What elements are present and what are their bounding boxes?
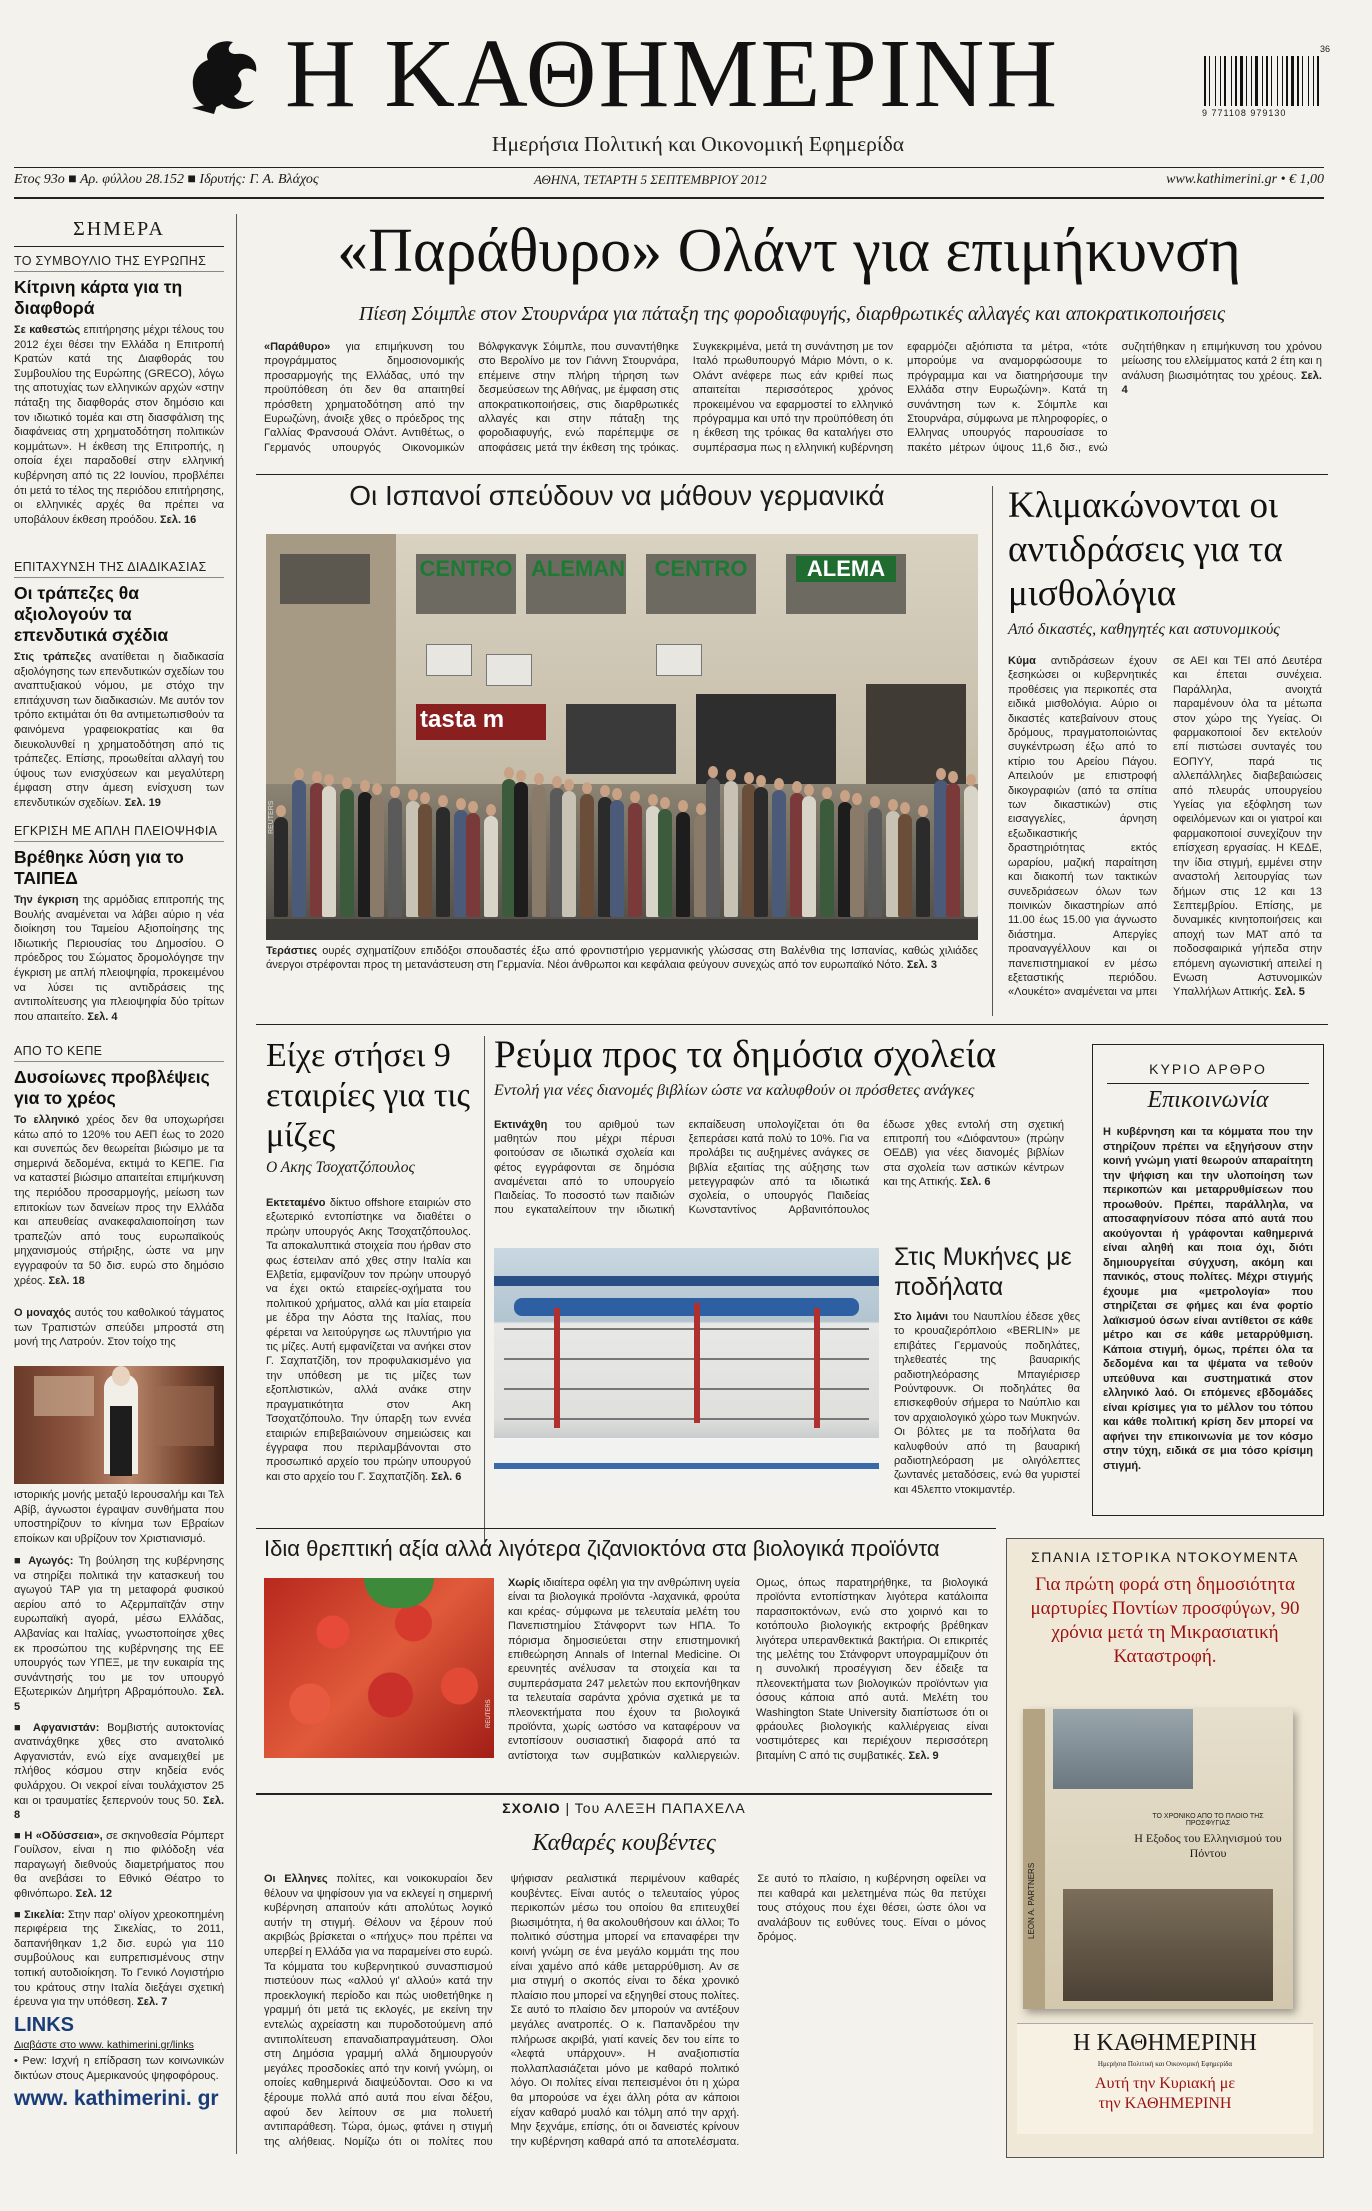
crowd-head — [948, 771, 958, 783]
crowd-head — [600, 785, 610, 797]
masthead — [0, 0, 1372, 210]
crowd-person — [754, 787, 768, 917]
crowd-head — [756, 775, 766, 787]
crowd-person — [388, 798, 402, 917]
ship-photo — [494, 1248, 879, 1492]
queue-photo — [266, 534, 978, 940]
crowd-head — [504, 767, 514, 779]
masthead-rule-bottom — [14, 197, 1324, 199]
crowd-head — [660, 797, 670, 809]
crowd-person — [868, 808, 882, 917]
crowd-head — [678, 800, 688, 812]
barcode-bar — [1271, 56, 1272, 106]
crowd-head — [696, 803, 706, 815]
barcode-bar — [1215, 56, 1216, 106]
editorial-box[interactable] — [1092, 1044, 1324, 1516]
crowd-person — [610, 800, 624, 917]
divider-wages — [992, 486, 993, 1016]
barcode-bar — [1291, 56, 1294, 106]
barcode-bar — [1297, 56, 1299, 106]
barcode-bar — [1266, 56, 1268, 106]
crowd-head — [804, 784, 814, 796]
crowd-head — [516, 770, 526, 782]
wages-subhead: Από δικαστές, καθηγητές και αστυνομικούς — [1008, 621, 1280, 638]
barcode-bar — [1251, 56, 1252, 106]
sign-centro-2: CENTRO — [654, 556, 748, 581]
sign-tasta: tasta m — [420, 706, 505, 733]
crowd-person — [676, 812, 690, 917]
divider-offshore — [484, 1036, 485, 1546]
barcode-bar — [1255, 56, 1258, 106]
photo-credit: REUTERS — [268, 800, 275, 834]
brief-odyssey[interactable]: ■ Η «Οδύσσεια», σε σκηνοθεσία Ρόμπερτ Γουίλσον, είναι η πιο φιλόδοξη νέα παραγωγή διεθνούς διαμετρήματος που θα ανεβάσει το Εθνικό Θέατρο το φθινόπωρο. Σελ. 12 — [14, 1829, 225, 1901]
offshore-byline: Ο Ακης Τσοχατζόπουλος — [266, 1159, 415, 1176]
barcode-bar — [1204, 56, 1206, 106]
book-cover — [1023, 1709, 1293, 2009]
crowd-head — [390, 786, 400, 798]
links-item[interactable]: • Pew: Ισχνή η επίδραση των κοινωνικών δικτύων στους Αμερικανούς ψηφοφόρους. — [14, 2055, 224, 2082]
crowd-head — [582, 782, 592, 794]
crowd-person — [532, 785, 546, 917]
monk-photo — [14, 1366, 224, 1484]
barcode-bar — [1220, 56, 1221, 106]
schools-story[interactable]: Ρεύμα προς τα δημόσια σχολεία Εντολή για νέες διανομές βιβλίων ώστε να καλυφθούν οι πρόσθετες ανάγκες Εκτινάχθη του αριθμού των μαθητών που μέχρι πέρυσι φοιτούσαν σε ιδιωτικά σχολεία και φέτος εγγράφονται σε δημόσια αναμένεται από το υπουργείο Παιδείας. Το ποσοστό των παιδιών που εγκαταλείπουν την ιδιωτική εκπαίδευση υπολογίζεται ότι θα ξεπεράσει κατά πολύ το 10%. Για να προλάβει τις αυξημένες ανάγκες σε βιβλία εξαιτίας της αύξησης των μετεγγραφών από τα ιδιωτικά σχολεία, ο υπουργός Παιδείας Κωνσταντίνος Αρβανιτόπουλος έδωσε χθες εντολή στη σχετική επιτροπή του «Διόφαντου» (πρώην ΟΕΔΒ) για νέες διανομές βιβλίων στα σχολεία των αστικών κέντρων και της Αττικής. Σελ. 6 — [494, 1032, 1086, 1232]
schools-subhead: Εντολή για νέες διανομές βιβλίων ώστε να καλυφθούν οι πρόσθετες ανάγκες — [494, 1082, 975, 1099]
dateline: ΑΘΗΝΑ, ΤΕΤΑΡΤΗ 5 ΣΕΠΤΕΜΒΡΙΟΥ 2012 — [534, 172, 767, 187]
crowd-head — [888, 799, 898, 811]
rule-mid — [256, 1024, 1328, 1025]
crowd-head — [900, 802, 910, 814]
barcode-bar — [1308, 56, 1309, 106]
crowd-person — [772, 790, 786, 917]
photo-headline: Οι Ισπανοί σπεύδουν να μάθουν γερμανικά — [349, 480, 885, 511]
crowd-head — [852, 793, 862, 805]
crowd-head — [552, 776, 562, 788]
crowd-person — [802, 796, 816, 917]
crowd-head — [726, 769, 736, 781]
book-top: ΤΟ ΧΡΟΝΙΚΟ ΑΠΟ ΤΟ ΠΛΟΙΟ ΤΗΣ ΠΡΟΣΦΥΓΙΑΣ — [1152, 1813, 1264, 1827]
crowd-person — [340, 789, 354, 917]
crowd-person — [724, 781, 738, 917]
offshore-story[interactable]: Είχε στήσει 9 εταιρίες για τις μίζες Ο Ακης Τσοχατζόπουλος Εκτεταμένο δίκτυο offshore εταιριών στο εξωτερικό εντοπίστηκε να διαθέτει ο πρώην υπουργός Ακης Τσοχατζόπουλος. Τα αποκαλυπτικά στοιχεία που ήρθαν στο φως έστειλαν από χθες στην Ιταλία και Ελβετία, εμφανίζουν τον πρώην υπουργό να έχει οκτώ εταιρείες-οχήματα του πολιτικού χρήματος, αλλά και μία εταιρεία με έδρα την Αόστα της Ιταλίας, που φέρεται να λειτούργησε ως πλυντήριο για τις μίζες. Αυτή εμφανίζεται να ανήκει στον Γ. Σαχπατζίδη, τον προφυλακισμένο για την υπόθεση με τις μίζες των εξοπλιστικών, αλλά ανάκε στην πραγματικότητα στον Ακη Τσοχατζόπουλο. Την ύπαρξη των εννέα εταιριών επιβεβαιώνουν σημειώσεις και έγγραφα που περιλαμβάνονται στο προσωπικό αρχείο του πρώην υπουργού και στο αρχείο του Γ. Σαχπατζίδη. Σελ. 6 — [266, 1037, 471, 1483]
barcode-bar — [1231, 56, 1232, 106]
barcode-number: 9 771108 979130 — [1202, 108, 1287, 118]
sidebar-item-banks[interactable]: ΕΠΙΤΑΧΥΝΣΗ ΤΗΣ ΔΙΑΔΙΚΑΣΙΑΣ Οι τράπεζες θα αξιολογούν τα επενδυτικά σχέδια Στις τράπεζες ανατίθεται η διαδικασία αξιολόγησης των επενδυτικών σχεδίων του αναπτυξιακού νόμου, με στόχο την επιτάχυνση των διαδικασιών. Με αυτόν τον τρόπο εκτιμάται ότι θα αντιμετωπισθούν τα φαινόμενα γραφειοκρατίας και θα διευκολυνθεί η χρηματοδότηση από τις τράπεζες. Επίσης, προωθείται αλλαγή του ύψους των ενισχύσεων και μεγαλύτερη έμφαση στην άμεση ενίσχυση των επενδυτικών σχεδίων. Σελ. 19 — [14, 560, 225, 809]
rule-lower — [256, 1528, 996, 1529]
crowd-head — [486, 804, 496, 816]
barcode-bar — [1313, 56, 1314, 106]
links-title: LINKS — [14, 2014, 74, 2036]
founder: Ιδρυτής: Γ. Α. Βλάχος — [199, 172, 319, 187]
crowd-head — [438, 795, 448, 807]
crowd-person — [706, 778, 720, 917]
crowd-head — [648, 794, 658, 806]
sidebar-monk-brief[interactable]: Ο μοναχός αυτός του καθολικού τάγματος των Τραπιστών σπεύδει μπροστά στη μονή της Λατρούν. Στον τοίχο της — [14, 1307, 224, 1349]
photo-caption: Τεράστιες ουρές σχηματίζουν επιδόξοι σπουδαστές έξω από φροντιστήριο γερμανικής γλώσσας στη Βαλένθια της Ισπανίας, καθώς χιλιάδες άνεργοι στρέφονται προς τη μετανάστευση στη Γερμανία. Νέοι άνθρωποι και κεφάλαια φεύγουν συνεχώς από τον ευρωπαϊκό Νότο. Σελ. 3 — [266, 945, 978, 972]
crowd-person — [628, 803, 642, 917]
crowd-person — [436, 807, 450, 917]
sidebar-item-corruption[interactable]: ΤΟ ΣΥΜΒΟΥΛΙΟ ΤΗΣ ΕΥΡΩΠΗΣ Κίτρινη κάρτα για τη διαφθορά Σε καθεστώς επιτήρησης μέχρι τέλους του 2012 έχει θέσει την Ελλάδα η Επιτροπή Κρατών κατά της Διαφθοράς του Συμβουλίου της Ευρώπης (GRECO), λόγω της αποτυχίας των ελληνικών αρχών «στην πάταξη της διαφθοράς στον δημόσιο και τον ιδιωτικό τομέα και στη διασφάλιση της διαφάνειας στη χρηματοδότηση πολιτικών κομμάτων». Η έκθεση της Επιτροπής, η οποία έχει παραδοθεί στην ελληνική κυβέρνηση από τις 22 Ιουνίου, προβλέπει ότι μετά το τέλος της περιόδου επιτήρησης, οι ελληνικές αρχές θα πρέπει να υποβάλουν έκθεση προόδου. Σελ. 16 — [14, 254, 225, 526]
comment-title: Καθαρές κουβέντες — [532, 1830, 716, 1856]
crowd-person — [514, 782, 528, 917]
comment-rule — [256, 1793, 992, 1795]
price: € 1,00 — [1289, 172, 1324, 187]
masthead-rule-top — [14, 167, 1324, 168]
barcode-bar — [1282, 56, 1283, 106]
comment-label: ΣΧΟΛΙΟ — [502, 1800, 561, 1816]
crowd-person — [292, 780, 306, 917]
year: Ετος 93ο — [14, 172, 65, 187]
links-sub[interactable]: Διαβάστε στο www. kathimerini.gr/links — [14, 2039, 194, 2051]
food-headline: Ιδια θρεπτική αξία αλλά λιγότερα ζιζανιοκτόνα στα βιολογικά προϊόντα — [264, 1536, 940, 1561]
crowd-person — [418, 804, 432, 917]
crowd-head — [708, 766, 718, 778]
crowd-head — [966, 774, 976, 786]
crowd-person — [562, 791, 576, 917]
editorial-label: ΚΥΡΙΟ ΑΡΘΡΟ — [1149, 1061, 1267, 1077]
crowd-person — [484, 816, 498, 917]
masthead-subtitle: Ημερήσια Πολιτική και Οικονομική Εφημερίδα — [491, 132, 905, 156]
ad-footer: Αυτή την Κυριακή με την ΚΑΘΗΜΕΡΙΝΗ — [1094, 2075, 1236, 2112]
item-headline: Βρέθηκε λύση για το ΤΑΙΠΕΔ — [14, 847, 184, 888]
masthead-title: Η ΚΑΘΗΜΕΡΙΝΗ — [285, 20, 1060, 128]
crowd-head — [408, 789, 418, 801]
ad-box[interactable] — [1006, 1538, 1324, 2158]
comment-author: Του ΑΛΕΞΗ ΠΑΠΑΧΕΛΑ — [574, 1800, 746, 1816]
sidebar-item-debt[interactable]: ΑΠΟ ΤΟ ΚΕΠΕ Δυσοίωνες προβλέψεις για το χρέος Το ελληνικό χρέος δεν θα υποχωρήσει κάτω από το 120% του ΑΕΠ έως το 2020 και συνεπώς δεν θεωρείται βιώσιμο με τα σημερινά δεδομένα, εκτιμά το ΚΕΠΕ. Για να καταστεί βιώσιμο απαιτείται επιμήκυνση της περιόδου προσαρμογής, μείωση των επιτοκίων των δανείων προς την Ελλάδα και απευθείας ανακεφαλαιοποίηση των τραπεζών από τους ευρωπαϊκούς μηχανισμούς στήριξης, ώστε να μην εγγραφούν τα 50 δισ. ευρώ στο δημόσιο χρέος. Σελ. 18 — [14, 1044, 224, 1287]
crowd-head — [774, 778, 784, 790]
barcode-bar — [1209, 56, 1210, 106]
barcode-bar — [1240, 56, 1243, 106]
barcode-bar — [1262, 56, 1263, 106]
website-link[interactable]: www.kathimerini.gr — [1166, 172, 1278, 187]
crowd-person — [916, 817, 930, 917]
schools-headline: Ρεύμα προς τα δημόσια σχολεία — [494, 1033, 997, 1076]
sidebar-divider — [236, 214, 237, 2154]
lead-headline: «Παράθυρο» Ολάντ για επιμήκυνση — [337, 217, 1241, 285]
comment-label-row: ΣΧΟΛΙΟ | Του ΑΛΕΞΗ ΠΑΠΑΧΕΛΑ — [502, 1800, 746, 1816]
sign-aleman: ALEMAN — [530, 556, 626, 581]
sidebar — [14, 206, 224, 2166]
crowd-person — [466, 813, 480, 917]
lead-subhead: Πίεση Σόιμπλε στον Στουρνάρα για πάταξη της φοροδιαφυγής, διαρθρωτικές αλλαγές και αποκρατικοποιήσεις — [358, 303, 1226, 325]
crowd-head — [294, 768, 304, 780]
sidebar-briefs — [14, 1554, 224, 2010]
barcode-bar — [1224, 56, 1226, 106]
crowd-head — [372, 783, 382, 795]
ad-headline: Για πρώτη φορά στη δημοσιότητα μαρτυρίες Ποντίων προσφύγων, 90 χρόνια μετά τη Μικρασιατική Καταστροφή. — [1030, 1574, 1300, 1667]
crowd-head — [312, 771, 322, 783]
crowd-person — [658, 809, 672, 917]
barcode-bar — [1277, 56, 1278, 106]
crowd-head — [918, 805, 928, 817]
ad-logo-tagline: Ημερήσια Πολιτική και Οικονομική Εφημερίδα — [1097, 2060, 1233, 2068]
book-title: Η Εξοδος του Ελληνισμού του Πόντου — [1134, 1831, 1282, 1860]
crowd-person — [820, 799, 834, 917]
crowd-head — [342, 777, 352, 789]
crowd-head — [840, 790, 850, 802]
site-link[interactable]: www. kathimerini. gr — [14, 2087, 219, 2111]
sign-centro-1: CENTRO — [419, 556, 513, 581]
barcode — [1200, 44, 1330, 118]
barcode-issue: 36 — [1319, 44, 1330, 54]
item-kicker: ΕΠΙΤΑΧΥΝΣΗ ΤΗΣ ΔΙΑΔΙΚΑΣΙΑΣ — [14, 560, 207, 574]
crowd-person — [580, 794, 594, 917]
griffin-logo — [178, 30, 268, 120]
item-headline: Δυσοίωνες προβλέψεις για το χρέος — [14, 1067, 210, 1108]
item-headline: Κίτρινη κάρτα για τη διαφθορά — [14, 277, 183, 318]
crowd-head — [564, 779, 574, 791]
barcode-bar — [1317, 56, 1319, 106]
crowd-head — [360, 780, 370, 792]
sidebar-item-taiped[interactable]: ΕΓΚΡΙΣΗ ΜΕ ΑΠΛΗ ΠΛΕΙΟΨΗΦΙΑ Βρέθηκε λύση για το ΤΑΙΠΕΔ Την έγκριση της αρμόδιας επιτροπής της Βουλής αναμένεται να λάβει αύριο η νέα διοίκηση του Ταμείου Αξιοποίησης της Ιδιωτικής Περιουσίας του Δημοσίου. Ο πρόεδρος του Σώματος δρομολόγησε την έγκριση με απλή πλειοψηφία, προκειμένου να λύσει τις αντιδράσεις της αντιπολίτευσης για πλειοψηφία δύο τρίτων που απαιτείτο. Σελ. 4 — [14, 824, 225, 1023]
crowd-person — [964, 786, 978, 917]
item-kicker: ΕΓΚΡΙΣΗ ΜΕ ΑΠΛΗ ΠΛΕΙΟΨΗΦΙΑ — [14, 824, 218, 838]
editorial-title: Επικοινωνία — [1147, 1087, 1269, 1113]
crowd-person — [274, 817, 288, 917]
crowd-head — [870, 796, 880, 808]
crowd-person — [370, 795, 384, 917]
crowd-head — [468, 801, 478, 813]
item-headline: Οι τράπεζες θα αξιολογούν τα επενδυτικά σχέδια — [14, 583, 169, 645]
book-spine-text: LEON A. PARTNERS — [1027, 1862, 1036, 1939]
crowd-head — [276, 805, 286, 817]
barcode-bar — [1302, 56, 1303, 106]
ship-story[interactable]: Στις Μυκήνες με ποδήλατα Στο λιμάνι του Ναυπλίου έδεσε χθες το κρουαζιερόπλοιο «BERLIN» με επιβάτες Γερμανούς ποδηλάτες, τηλεθεατές της βαυαρικής ραδιοτηλεόρασης Μπαγιέρισερ Ρούντφουνκ. Οι ποδηλάτες θα επισκεφθούν σήμερα το Ναύπλιο και τον αρχαιολογικό χώρο των Μυκηνών. Οι βόλτες με τα ποδήλατα θα καλυφθούν από τη βαυαρική ραδιοτηλεόραση με ολιγόλεπτες ζωντανές μεταδόσεις, ενώ θα γυριστεί και 45λεπτο ντοκιμαντέρ. — [894, 1242, 1084, 1542]
barcode-bar — [1235, 56, 1237, 106]
wages-headline: Κλιμακώνονται οι αντιδράσεις για τα μισθολόγια — [1008, 485, 1283, 614]
crowd-person — [850, 805, 864, 917]
crowd-head — [534, 773, 544, 785]
crowd-head — [744, 772, 754, 784]
sidebar-header: ΣΗΜΕΡΑ — [73, 218, 165, 240]
crowd-head — [792, 781, 802, 793]
ad-logo: Η ΚΑΘΗΜΕΡΙΝΗ — [1073, 2030, 1257, 2056]
crowd-head — [822, 787, 832, 799]
editorial-body: Η κυβέρνηση και τα κόμματα που την στηρίζουν πρέπει να εξηγήσουν στην κοινή γνώμη γιατί θεωρούν απαραίτητη την ψήφιση και την υλοποίηση των περικοπών και μεταρρυθμίσεων που προωθούν. Πρέπει, παράλληλα, να αποσαφηνίσουν πόσα από αυτά που ακούγονται ή γράφονται καθημερινά είναι αληθή και ποια όχι, διότι δημιουργείται σύγχυση, ακόμη και πανικός, στους πολίτες. Μέχρι στιγμής έχουμε μια «μετρολογία» που στηρίζεται σε φήμες και ένα φορτίο λαϊκισμού όσων είναι αντίθετοι σε κάθε μέτρο και σε κάθε μεταρρύθμιση. Κάποια στιγμή, όμως, πρέπει όλα τα δεδομένα και τα ψέματα να τεθούν υπεύθυνα και συστηματικά στον ελληνικό λαό. Οι επόμενες εβδομάδες είναι κρίσιμες για το μέλλον του τόπου και κάθε πολιτική κρίση δεν μπορεί να αφήνει την επικοινωνία με τον κόσμο στην τύχη, ειδικά σε μια τόσο κρίσιμη στιγμή. — [1103, 1126, 1313, 1472]
crowd-head — [456, 798, 466, 810]
photo-story[interactable] — [256, 476, 978, 1026]
comment[interactable]: ΣΧΟΛΙΟ | Του ΑΛΕΞΗ ΠΑΠΑΧΕΛΑ Καθαρές κουβέντες Οι Ελληνες πολίτες, και νοικοκυραίοι δεν θέλουν να ψηφίσουν για να εκλεγεί η σημερινή κυβέρνηση απαιτούν κάτι απολύτως λογικό αυτήν τη στιγμή. Θέλουν να ξέρουν πού ακριβώς βρίσκεται ο «πήχυς» που πρέπει να υπερβεί η Ελλάδα για να παραμείνει στο ευρώ. Τα κόμματα του κυβερνητικού συνασπισμού πιστεύουν πως «αλλού γι' αλλού» κατά την προεκλογική περίοδο και πώς υιοθετήθηκε η γραμμή ότι μετά τις εκλογές, με εκείνη την εντελώς αχρείαστη και πυροδοτούμενη από αντιπολίτευση επαναδιαπραγμάτευση. Ολοι στη Δημόσια γραμμή αλλά δημιουργούν μεγάλες προσδοκίες από την κοινή γνώμη, οι οποίες καθημερινά διαψεύδονται. Οσο κι να ξέρουμε πολλά από αυτά που είναι δέξου, αφού δεν λείπουν σε μια πολυετή αντιπαράθεση. Τώρα, όμως, φτάνει η στιγμή της αλήθειας. Νομίζω ότι οι πολίτες που ψήφισαν ρεαλιστικά περιμένουν καθαρές κουβέντες. Είναι αυτός ο τελευταίος γύρος περικοπών μέσω του οποίου θα επιτευχθεί βιωσιμότητα, ή θα ακολουθήσουν και άλλοι; Το πολιτικό σύστημα μπορεί να επαναφέρει την κοινή γνώμη σε ένα μεγάλο κομμάτι της που είναι χαμένο από κάθε μεταρρύθμιση. Αν σε μια στιγμή ο σκοπός είναι το δέκα χρονικό πλαίσιο που μπορεί να εξηγηθεί στους πολίτες. Σε αυτό το πλαίσιο δεν μπορούν να αντέξουν μεγάλες ανατροπές. Ο κ. Παπανδρέου την πλήρωσε ακριβά, γιατί κανείς δεν του είπε το «λεφτά υπάρχουν». Η αναξιοπιστία πολλαπλασιάζεται μόνο με καθαρό πολιτικό λόγο. Οι πολίτες είναι πεπεισμένοι ότι η χώρα θα μπορούσε να έχει άλλη ρότα αν κάποιοι είχαν καθαρό μυαλό και τόλμη από την αρχή. Μην ξεχνάμε, επίσης, ότι οι δανειστές κρίνουν την κυβέρνηση καθαρά από τα αποτελέσματα. Σε αυτό το πλαίσιο, η κυβέρνηση οφείλει να πει καθαρά και μελετημένα πώς θα πετύχει τους στόχους που έχει θέσει, ώστε όλοι να αναλάβουν τις ευθύνες τους. Είναι ο μόνος δρόμος. — [256, 1796, 992, 2166]
crowd-person — [322, 786, 336, 917]
info-line: Ετος 93ο ■ Αρ. φύλλου 28.152 ■ Ιδρυτής: Γ. Α. Βλάχος ΑΘΗΝΑ, ΤΕΤΑΡΤΗ 5 ΣΕΠΤΕΜΒΡΙΟΥ 2012 www.kathimerini.gr • € 1,00 — [14, 172, 1324, 187]
item-kicker: ΤΟ ΣΥΜΒΟΥΛΙΟ ΤΗΣ ΕΥΡΩΠΗΣ — [14, 254, 207, 268]
crowd-head — [630, 791, 640, 803]
ship-headline: Στις Μυκήνες με ποδήλατα — [894, 1243, 1072, 1301]
crowd-head — [936, 768, 946, 780]
crowd-person — [946, 783, 960, 917]
ad-label: ΣΠΑΝΙΑ ΙΣΤΟΡΙΚΑ ΝΤΟΚΟΥΜΕΝΤΑ — [1031, 1549, 1299, 1565]
barcode-bar — [1286, 56, 1288, 106]
food-photo-credit: REUTERS — [486, 1699, 492, 1728]
item-kicker: ΑΠΟ ΤΟ ΚΕΠΕ — [14, 1044, 103, 1058]
links-box — [14, 2014, 224, 2111]
barcode-bar — [1246, 56, 1247, 106]
sign-alema: ALEMA — [796, 556, 896, 582]
monk-caption: ιστορικής μονής μεταξύ Ιερουσαλήμ και Τελ Αβίβ, άγνωστοι έγραψαν συνθήματα που υποστηρίζουν το κίνημα των Εβραίων εποίκων και υβρίζουν τον Χριστιανισμό. — [14, 1489, 224, 1545]
offshore-headline: Είχε στήσει 9 εταιρίες για τις μίζες — [266, 1037, 471, 1154]
brief-sicily[interactable]: ■ Σικελία: Στην παρ' ολίγον χρεοκοπημένη περιφέρεια της Σικελίας, το 2011, δαπανήθηκαν 1,2 δισ. ευρώ για 110 συμβούλους και ευπρεπισμένους στην τοπική αυτοδιοίκηση. Το Γενικό Λογιστήριο του κράτους στην Ιταλία διεξάγει σχετική έρευνα για την υπόθεση. Σελ. 7 — [14, 1908, 225, 2009]
brief-afghanistan[interactable]: ■ Αφγανιστάν: Βομβιστής αυτοκτονίας ανατινάχθηκε χθες στο ανατολικό Αφγανιστάν, ενώ είχε αναμειχθεί με πλήθος κόσμου στην κηδεία ενός φυλάρχου. Οι νεκροί είναι τουλάχιστον 25 και οι τραυματίες ξεπερνούν τους 50. Σελ. 8 — [14, 1721, 225, 1822]
crowd-head — [420, 792, 430, 804]
wages-story[interactable]: Κλιμακώνονται οι αντιδράσεις για τα μισθολόγια Από δικαστές, καθηγητές και αστυνομικούς Κύμα αντιδράσεων έχουν ξεσηκώσει οι κυβερνητικές προθέσεις για περικοπές στα ειδικά μισθολόγια. Αύριο οι δικαστές κατεβαίνουν στους δρόμους, πραγματοποιώντας συγκέντρωση έξω από το κτίριο του Αρείου Πάγου. Απειλούν με επιστροφή δικογραφιών (από τα σπίτια των δικαστικών) στις εισαγγελίες, άρνηση εξωδικαστικής δραστηριότητας εκτός ωραρίου, μαζική παραίτηση και διακοπή των τακτικών συνεδριάσεων όλων των ποινικών δικαστηρίων από 11.00 έως 15.00 για άγνωστο διάστημα. Απεργίες προαναγγέλλουν και οι πανεπιστημιακοί εν μέσω εξεταστικής περιόδου. «Λουκέτο» αναμένεται να μπει σε ΑΕΙ και ΤΕΙ από Δευτέρα και έπεται συνέχεια. Παράλληλα, ανοιχτά παραμένουν όλα τα μέτωπα στον χώρο της Υγείας. Οι φαρμακοποιοί δεν εκτελούν επί πιστώσει συνταγές του ΕΟΠΥΥ, παρά τις αλλεπάλληλες διαβεβαιώσεις από πλευράς υπουργείου Υγείας για εξόφληση των οφειλόμενων και οι γιατροί και φαρμακοποιοί συνεχίζουν την επίσχεση εργασίας. Η ΚΕΔΕ, την ίδια στιγμή, εμμένει στην αναστολή λειτουργίας των δήμων στις 12 και 13 Σεπτεμβρίου. Επίσης, με δυναμικές κινητοποιήσεις και αποχή των ΜΑΤ από τα ποδοσφαιρικά γήπεδα στην επόμενη αγωνιστική απειλεί η Ενωση Αστυνομικών Υπαλλήλων Αττικής. Σελ. 5 — [1002, 478, 1328, 1018]
food-story[interactable]: Ιδια θρεπτική αξία αλλά λιγότερα ζιζανιοκτόνα στα βιολογικά προϊόντα REUTERS Χωρίς ιδιαίτερα οφέλη για την ανθρώπινη υγεία είναι τα βιολογικά προϊόντα -λαχανικά, φρούτα και κρέας- σύμφωνα με τελευταία μελέτη του Πανεπιστημίου Στάνφορντ των ΗΠΑ. Το πόρισμα δημοσιεύεται στην επιστημονική επιθεώρηση Annals of Internal Medicine. Οι ερευνητές ανέλυσαν τα στοιχεία και τα συμπεράσματα 247 μελετών που εκπονήθηκαν τα τελευταία σαράντα χρόνια σχετικά με τα πλεονεκτήματα που έχουν τα βιολογικά προϊόντα, χωρίς ωστόσο να καταφέρουν να εντοπίσουν ουσιαστική διαφορά από τα αντίστοιχα των συμβατικών καλλιεργειών. Ομως, όπως παρατηρήθηκε, τα βιολογικά προϊόντα εντοπίστηκαν λιγότερα κατάλοιπα παρασιτοκτόνων, ενώ στο χοιρινό και το κοτόπουλο βιολογικής εκτροφής βρέθηκαν λιγότερα υπερανθεκτικά βακτήρια. Οι επικριτές της μελέτης του Στάνφορντ υπογραμμίζουν ότι η συνολική προσέγγιση δεν έδειξε τα πλεονεκτήματα των βιολογικών προϊόντων για όσους κάποια από αυτά. Μελέτη του Washington State University διαπίστωσε ότι οι φράουλες βιολογικής καλλιέργειας είναι νοστιμότερες και περιέχουν περισσότερη βιταμίνη C από τις συμβατικές. Σελ. 9 — [264, 1536, 988, 1762]
strawberry-photo — [264, 1578, 494, 1758]
crowd-head — [612, 788, 622, 800]
crowd-head — [324, 774, 334, 786]
issue-number: Αρ. φύλλου 28.152 — [79, 172, 184, 187]
crowd-person — [898, 814, 912, 917]
brief-pipeline[interactable]: ■ Αγωγός: Τη βούληση της κυβέρνησης να στηρίξει πολιτικά την κατασκευή του αγωγού TAP για τη μεταφορά φυσικού αερίου από το Αζερμπαϊτζάν στην ευρωπαϊκή αγορά, μέσω Ελλάδας, Αλβανίας και Ιταλίας, γνωστοποίησε χθες εκ προσώπου της κυβέρνησης της ΕΕ υπουργός των ΥΠΕΞ, με την ευκαιρία της συνάντησής του με τον υπουργό Εξωτερικών Δημήτρη Αβραμόπουλο. Σελ. 5 — [14, 1555, 225, 1713]
lead-story[interactable]: «Παράθυρο» Ολάντ για επιμήκυνση Πίεση Σόιμπλε στον Στουρνάρα για πάταξη της φοροδιαφυγής, διαρθρωτικές αλλαγές και αποκρατικοποιήσεις «Παράθυρο» για επιμήκυνση του προγράμματος δημοσιονομικής προσαρμογής της Ελλάδας, υπό την προϋπόθεση ότι δεν θα απαιτηθεί πρόσθετη χρηματοδότηση από την Ευρωζώνη, άνοιξε χθες ο πρόεδρος της Γαλλίας Φρανσουά Ολάντ. Αντιθέτως, ο Γερμανός υπουργός Οικονομικών Βόλφγκανγκ Σόιμπλε, που συναντήθηκε στο Βερολίνο με τον Γιάννη Στουρνάρα, επέμεινε στην πλήρη τήρηση των δεσμεύσεων της Αθήνας, με έμφαση στις αποκρατικοποιήσεις, στις διαρθρωτικές αλλαγές και στην πάταξη της φοροδιαφυγής, ενώ παρέπεμψε σε αποφάσεις μετά την έκθεση της τρόικας. Συγκεκριμένα, μετά τη συνάντηση με τον Ιταλό πρωθυπουργό Μάριο Μόντι, ο κ. Ολάντ ανέφερε πως εάν κριθεί πως απαιτείται περισσότερος χρόνος προκειμένου να εφαρμοστεί το ελληνικό πρόγραμμα και υπό την προϋπόθεση ότι η έκθεση της τρόικας θα καταλήγει στο συμπέρασμα πως η ελληνική κυβέρνηση εφαρμόζει αξιόπιστα τα μέτρα, «τότε μπορούμε να αναμορφώσουμε το πρόγραμμα και να διατηρήσουμε την Ελλάδα στην Ευρωζώνη». Κατά τη συνάντηση των κ. Σόιμπλε και Στουρνάρα, σύμφωνα με πληροφορίες, ο Ελληνας υπουργός παρουσίασε το πακέτο μέτρων ύψους 11,6 δισ., ενώ συζητήθηκαν η επιμήκυνση του χρόνου μείωσης του ελλείμματος κατά 2 έτη και η ανάλυση βιωσιμότητας του χρέους. Σελ. 4 — [256, 210, 1328, 490]
